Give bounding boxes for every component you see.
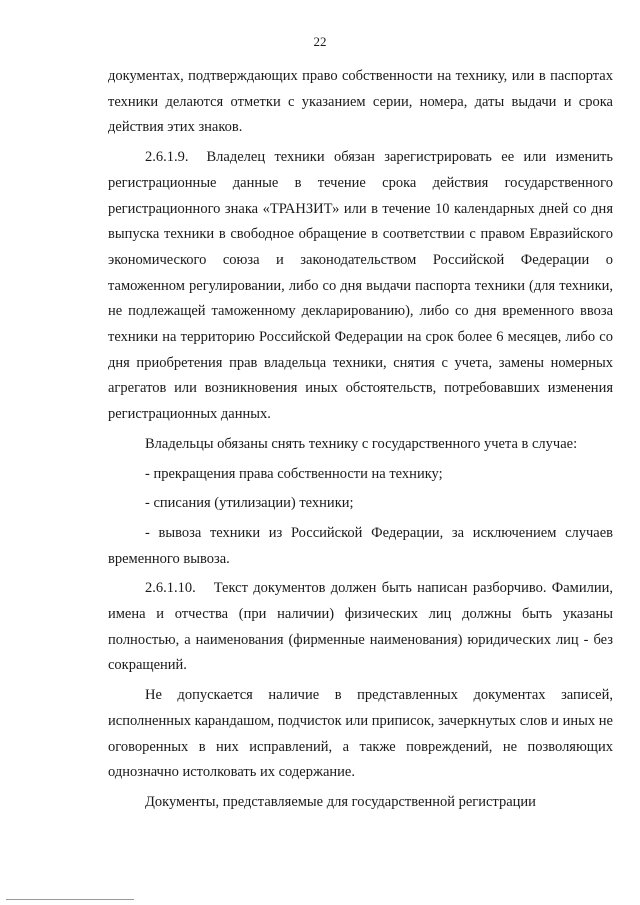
list-item (108, 521, 613, 572)
list-item (108, 491, 613, 517)
paragraph-text: Текст документов должен быть написан разборчиво. Фамилии, имена и отчества (при наличии) физических лиц должны быть указаны полностью, а наименования (фирменные наименования) юридических лиц - без сокращений. (108, 580, 613, 674)
body-text (108, 64, 613, 816)
paragraph-text: Документы, представляемые для государственной регистрации (145, 793, 536, 810)
paragraph-text: документах, подтверждающих право собственности на технику, или в паспортах техники делаются отметки с указанием серии, номера, даты выдачи и срока действия этих знаков. (108, 68, 613, 136)
list-item-text: - вывоза техники из Российской Федерации, за исключением случаев временного вывоза. (108, 524, 613, 567)
paragraph-documents-submitted (108, 790, 613, 816)
paragraph-number: 2.6.1.10. (145, 580, 196, 597)
list-item-text: - списания (утилизации) техники; (145, 495, 354, 512)
paragraph-continuation (108, 64, 613, 141)
paragraph-deregistration-intro (108, 432, 613, 458)
paragraph-text: Владельцы обязаны снять технику с государственного учета в случае: (145, 435, 578, 452)
list-item-text: - прекращения права собственности на технику; (145, 465, 443, 482)
list-item (108, 462, 613, 488)
paragraph-text: Владелец техники обязан зарегистрировать ее или изменить регистрационные данные в течение срока действия государственного регистрационного знака «ТРАНЗИТ» или в течение 10 календарных дней со дня выпуска техники в свободное обращение в соответствии с правом Евразийского экономического союза и законодательством Российской Федерации о таможенном регулировании, либо со дня выдачи паспорта техники (для техники, не подлежащей таможенному декларированию), либо со дня временного ввоза техники на территорию Российской Федерации на срок более 6 месяцев, либо со дня приобретения прав владельца техники, снятия с учета, замены номерных агрегатов или возникновения иных обстоятельств, потребовавших изменения регистрационных данных. (108, 149, 613, 423)
footer-rule (6, 899, 134, 900)
paragraph-2-6-1-9 (108, 145, 613, 428)
paragraph-text: Не допускается наличие в представленных документах записей, исполненных карандашом, подчисток или приписок, зачеркнутых слов и иных не оговоренных в них исправлений, а также повреждений, не позволяющих однозначно истолковать их содержание. (108, 687, 613, 781)
paragraph-2-6-1-10 (108, 576, 613, 679)
page-number: 22 (313, 34, 327, 49)
paragraph-corrections-prohibited (108, 683, 613, 786)
paragraph-number: 2.6.1.9. (145, 149, 189, 166)
